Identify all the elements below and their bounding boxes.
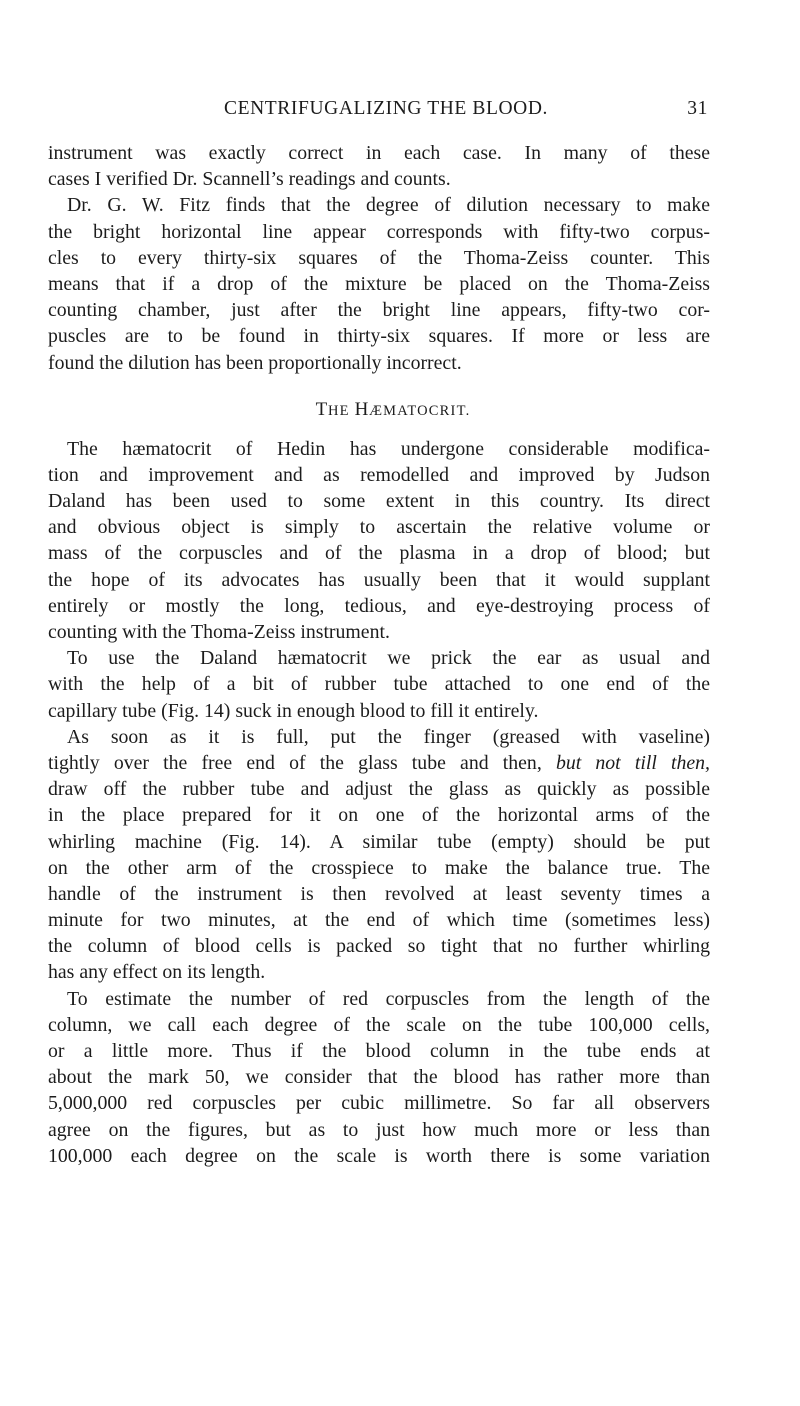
text-line: The hæmatocrit of Hedin has undergone considerable modifica- [67, 437, 710, 460]
text-line: handle of the instrument is then revolved at least seventy times a [48, 882, 710, 905]
text-line: agree on the figures, but as to just how much more or less than [48, 1118, 710, 1141]
text-line: As soon as it is full, put the finger (greased with vaseline) [67, 725, 710, 748]
text-line: Daland has been used to some extent in this country. Its direct [48, 490, 710, 513]
text-line: 100,000 each degree on the scale is worth there is some variation [48, 1144, 710, 1167]
page-number: 31 [687, 98, 708, 119]
text-line: To estimate the number of red corpuscles from the length of the [67, 987, 710, 1010]
italic-text: but not till then, [555, 751, 710, 774]
text-line: the hope of its advocates has usually been that it would supplant [48, 568, 710, 591]
text-line: and obvious object is simply to ascertain the relative volume or [48, 516, 710, 539]
text-line: 5,000,000 red corpuscles per cubic millimetre. So far all observers [48, 1092, 710, 1115]
text-line: cases I verified Dr. Scannell’s readings and counts. [48, 168, 451, 191]
text-line: column, we call each degree of the scale on the tube 100,000 cells, [48, 1013, 710, 1036]
text-line: the column of blood cells is packed so tight that no further whirling [48, 935, 710, 958]
text-line: capillary tube (Fig. 14) suck in enough blood to fill it entirely. [48, 699, 539, 722]
text-line: or a little more. Thus if the blood column in the tube ends at [48, 1040, 710, 1062]
text-line: To use the Daland hæmatocrit we prick the ear as usual and [67, 647, 710, 670]
heading-smallcaps: ÆMATOCRIT. [369, 402, 471, 419]
text-line: counting with the Thoma-Zeiss instrument. [48, 621, 390, 643]
heading-initial: H [354, 398, 370, 420]
text-line: counting chamber, just after the bright line appears, fifty-two cor- [48, 299, 710, 322]
body-text [48, 140, 710, 1169]
text-line: with the help of a bit of rubber tube attached to one end of the [48, 673, 710, 696]
text-line: whirling machine (Fig. 14). A similar tube (empty) should be put [48, 830, 710, 853]
paragraph [48, 140, 710, 192]
running-head-title: CENTRIFUGALIZING THE BLOOD. [224, 98, 549, 119]
text-line: found the dilution has been proportionally incorrect. [48, 351, 462, 374]
paragraph [48, 986, 710, 1169]
paragraph [48, 645, 710, 724]
text-line: puscles are to be found in thirty-six squares. If more or less are [48, 325, 710, 348]
text-line [48, 750, 710, 776]
text-line: mass of the corpuscles and of the plasma in a drop of blood; but [48, 542, 710, 565]
paragraph [48, 436, 710, 646]
text-line: about the mark 50, we consider that the blood has rather more than [48, 1066, 710, 1089]
text-line: cles to every thirty-six squares of the Thoma-Zeiss counter. This [48, 246, 710, 269]
section-heading [48, 396, 710, 424]
heading-initial: T [315, 398, 328, 420]
paragraph [48, 724, 710, 986]
heading-smallcaps: HE [328, 402, 355, 419]
paragraph [48, 192, 710, 375]
text-line: tion and improvement and as remodelled and improved by Judson [48, 463, 710, 486]
text-run: tightly over the free end of the glass tube and then, [48, 751, 556, 774]
text-line: Dr. G. W. Fitz finds that the degree of dilution necessary to make [67, 194, 710, 217]
text-line: on the other arm of the crosspiece to make the balance true. The [48, 856, 710, 879]
text-line: means that if a drop of the mixture be placed on the Thoma-Zeiss [48, 272, 710, 295]
text-line: the bright horizontal line appear corresponds with fifty-two corpus- [48, 220, 710, 243]
text-line: minute for two minutes, at the end of which time (sometimes less) [48, 909, 710, 932]
text-line: entirely or mostly the long, tedious, and eye-destroying process of [48, 594, 710, 617]
running-head [224, 98, 708, 128]
text-line: has any effect on its length. [48, 961, 266, 984]
text-line: instrument was exactly correct in each case. In many of these [48, 142, 710, 164]
text-line: draw off the rubber tube and adjust the glass as quickly as possible [48, 778, 710, 801]
text-line: in the place prepared for it on one of the horizontal arms of the [48, 804, 710, 827]
